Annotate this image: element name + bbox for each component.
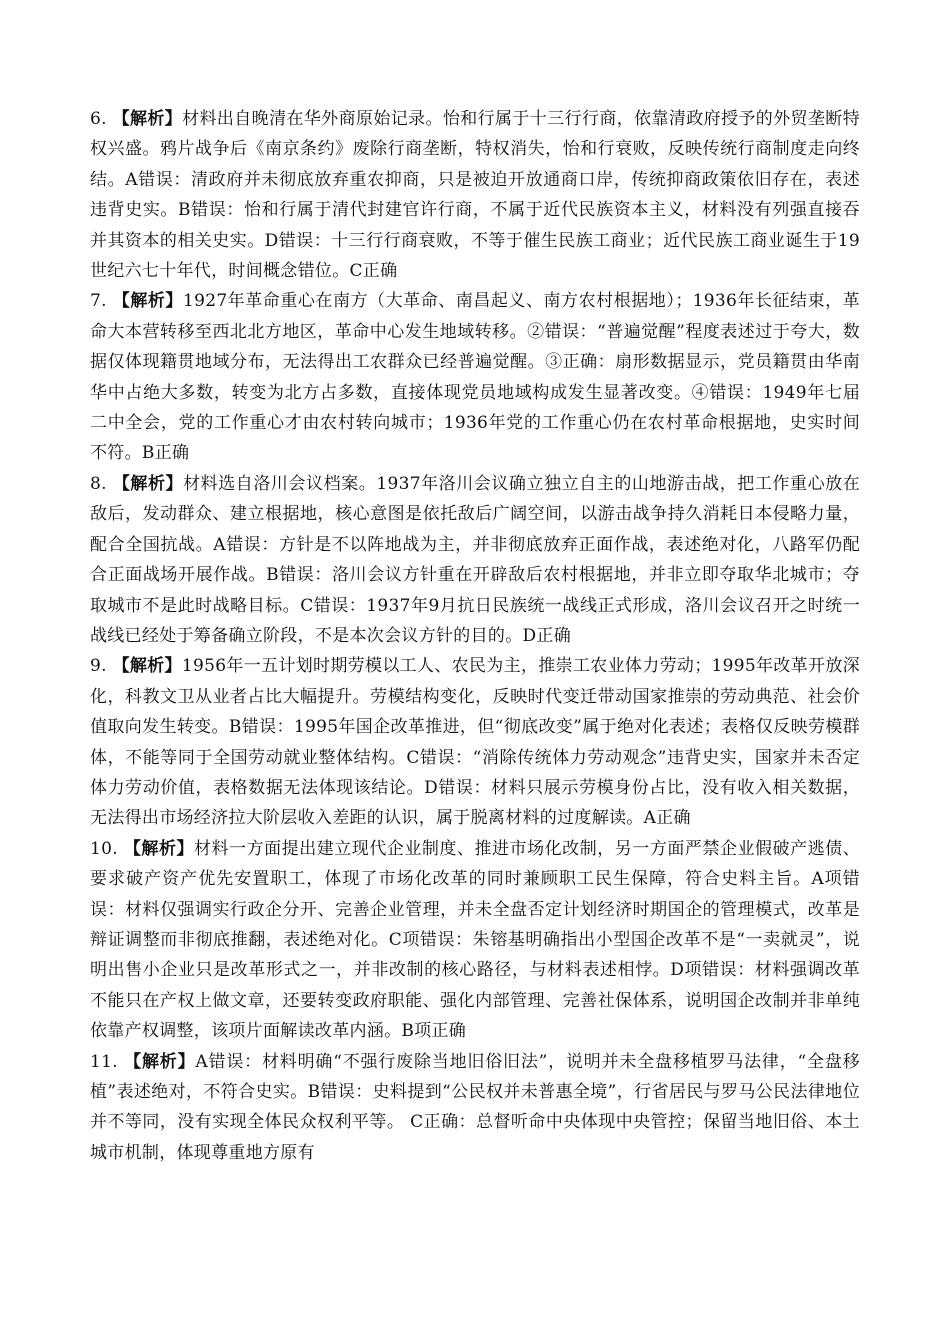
analysis-tag: 【解析】: [112, 473, 184, 494]
entry-text: 1927年革命重心在南方（大革命、南昌起义、南方农村根据地）；1936年长征结束，革命大本营转移至西北北方地区，革命中心发生地域转移。②错误：“普遍觉醒”程度表述过于夸大，数据仅体现籍贯地域分布，无法得出工农群众已经普遍觉醒。③正确：扇形数据显示，党员籍贯由华南华中占绝大多数，转变为北方占多数，直接体现党员地域构成发生显著改变。④错误：1949年七届二中全会，党的工作重心才由农村转向城市；1936年党的工作重心仍在农村革命根据地，史实时间不符。B正确: [90, 291, 860, 464]
entry-number: 7.: [90, 291, 107, 312]
answer-entry-9: [90, 651, 860, 833]
entry-text: 材料一方面提出建立现代企业制度、推进市场化改制，另一方面严禁企业假破产逃债、要求破产资产优先安置职工，体现了市场化改革的同时兼顾职工民生保障，符合史料主旨。A项错误：材料仅强调实行政企分开、完善企业管理，并未全盘否定计划经济时期国企的管理模式，改革是辩证调整而非彻底推翻，表述绝对化。C项错误：朱镕基明确指出小型国企改革不是“一卖就灵”，说明出售小企业只是改革形式之一，并非改制的核心路径，与材料表述相悖。D项错误：材料强调改革不能只在产权上做文章，还要转变政府职能、强化内部管理、完善社保体系，说明国企改制并非单纯依靠产权调整，该项片面解读改革内涵。B项正确: [90, 838, 860, 1042]
entry-text: 1956年一五计划时期劳模以工人、农民为主，推崇工农业体力劳动；1995年改革开放深化，科教文卫从业者占比大幅提升。劳模结构变化，反映时代变迁带动国家推崇的劳动典范、社会价值取向发生转变。B错误：1995年国企改革推进，但“彻底改变”属于绝对化表述；表格仅反映劳模群体，不能等同于全国劳动就业整体结构。C错误：“消除传统体力劳动观念”违背史实，国家并未否定体力劳动价值，表格数据无法体现该结论。D错误：材料只展示劳模身份占比，没有收入相关数据，无法得出市场经济拉大阶层收入差距的认识，属于脱离材料的过度解读。A正确: [90, 656, 860, 829]
analysis-tag: 【解析】: [112, 109, 183, 129]
entry-number: 6.: [90, 109, 107, 129]
answer-entry-8: [90, 469, 860, 651]
analysis-tag: 【解析】: [123, 838, 195, 859]
analysis-tag: 【解析】: [112, 656, 182, 677]
answer-entry-6: [90, 104, 860, 286]
answer-explanations: [90, 104, 860, 1168]
answer-entry-11: [90, 1047, 860, 1169]
entry-number: 9.: [90, 656, 107, 677]
analysis-tag: 【解析】: [112, 291, 183, 312]
entry-text: A错误：材料明确“不强行废除当地旧俗旧法”，说明并未全盘移植罗马法律，“全盘移植”表述绝对，不符合史实。B错误：史料提到“公民权并未普惠全境”，行省居民与罗马公民法律地位并不等同，没有实现全体民众权利平等。 C正确：总督听命中央体现中央管控；保留当地旧俗、本土城市机制，体现尊重地方原有: [90, 1051, 860, 1163]
entry-number: 11.: [90, 1051, 118, 1072]
entry-number: 10.: [90, 838, 118, 859]
answer-entry-10: [90, 834, 860, 1047]
analysis-tag: 【解析】: [124, 1051, 196, 1072]
answer-entry-7: [90, 286, 860, 468]
entry-text: 材料出自晚清在华外商原始记录。怡和行属于十三行行商，依靠清政府授予的外贸垄断特权兴盛。鸦片战争后《南京条约》废除行商垄断，特权消失，怡和行衰败，反映传统行商制度走向终结。A错误：清政府并未彻底放弃重农抑商，只是被迫开放通商口岸，传统抑商政策依旧存在，表述违背史实。B错误：怡和行属于清代封建官许行商，不属于近代民族资本主义，材料没有列强直接吞并其资本的相关史实。D错误：十三行行商衰败，不等于催生民族工商业；近代民族工商业诞生于19世纪六七十年代，时间概念错位。C正确: [90, 109, 860, 282]
entry-text: 材料选自洛川会议档案。1937年洛川会议确立独立自主的山地游击战，把工作重心放在敌后，发动群众、建立根据地，核心意图是依托敌后广阔空间，以游击战争持久消耗日本侵略力量，配合全国抗战。A错误：方针是不以阵地战为主，并非彻底放弃正面作战，表述绝对化，八路军仍配合正面战场开展作战。B错误：洛川会议方针重在开辟敌后农村根据地，并非立即夺取华北城市；夺取城市不是此时战略目标。C错误：1937年9月抗日民族统一战线正式形成，洛川会议召开之时统一战线已经处于筹备确立阶段，不是本次会议方针的目的。D正确: [90, 473, 861, 646]
entry-number: 8.: [90, 473, 107, 494]
